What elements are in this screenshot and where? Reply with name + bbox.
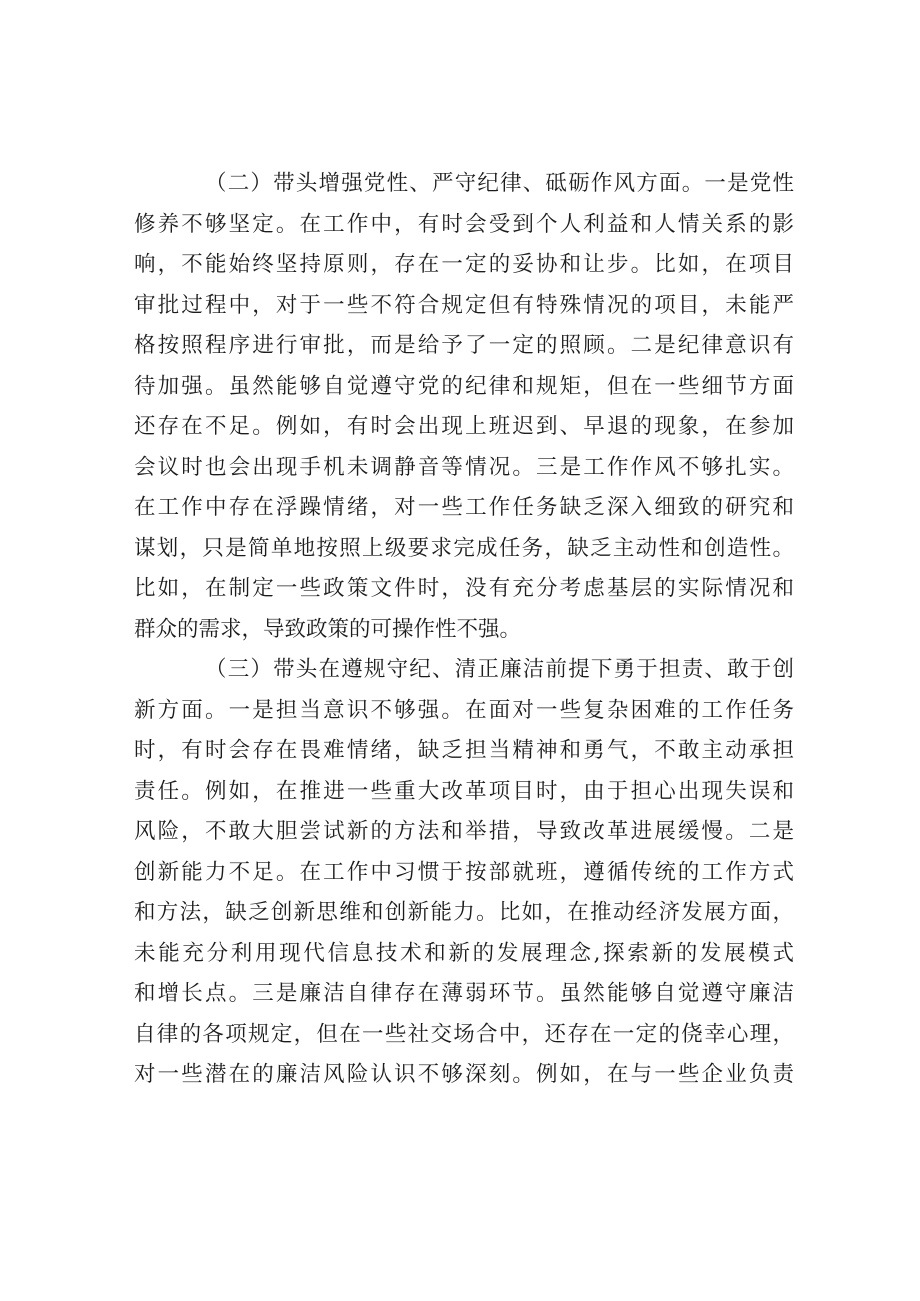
paragraph-line: 在工作中存在浮躁情绪，对一些工作任务缺乏深入细致的研究和 — [134, 495, 794, 520]
paragraph-section-three — [134, 650, 794, 1096]
paragraph-line: 未能充分利用现代信息技术和新的发展理念,探索新的发展模式 — [134, 940, 794, 966]
paragraph-line: 会议时也会出现手机未调静音等情况。三是工作作风不够扎实。 — [134, 454, 794, 480]
paragraph-line: 还存在不足。例如，有时会出现上班迟到、早退的现象，在参加 — [134, 414, 794, 439]
paragraph-line: 响，不能始终坚持原则，存在一定的妥协和让步。比如，在项目 — [134, 252, 794, 277]
paragraph-line: （三）带头在遵规守纪、清正廉洁前提下勇于担责、敢于创 — [205, 657, 794, 682]
paragraph-line: 自律的各项规定，但在一些社交场合中，还存在一定的侥幸心理， — [134, 1021, 794, 1047]
paragraph-line: 创新能力不足。在工作中习惯于按部就班，遵循传统的工作方式 — [134, 859, 794, 885]
paragraph-line: （二）带头增强党性、严守纪律、砥砺作风方面。一是党性 — [205, 171, 794, 196]
paragraph-line: 对一些潜在的廉洁风险认识不够深刻。例如，在与一些企业负责 — [134, 1062, 794, 1087]
document-body — [134, 164, 794, 1096]
paragraph-line: 和方法，缺乏创新思维和创新能力。比如，在推动经济发展方面， — [134, 900, 794, 925]
paragraph-line: 群众的需求，导致政策的可操作性不强。 — [134, 616, 522, 642]
paragraph-line: 风险，不敢大胆尝试新的方法和举措，导致改革进展缓慢。二是 — [134, 819, 794, 844]
paragraph-section-two — [134, 164, 794, 650]
paragraph-line: 比如，在制定一些政策文件时，没有充分考虑基层的实际情况和 — [134, 576, 794, 601]
paragraph-line: 谋划，只是简单地按照上级要求完成任务，缺乏主动性和创造性。 — [134, 535, 794, 561]
paragraph-line: 审批过程中，对于一些不符合规定但有特殊情况的项目，未能严 — [134, 292, 794, 318]
paragraph-line: 修养不够坚定。在工作中，有时会受到个人利益和人情关系的影 — [134, 211, 794, 237]
paragraph-line: 格按照程序进行审批，而是给予了一定的照顾。二是纪律意识有 — [134, 333, 794, 358]
paragraph-line: 时，有时会存在畏难情绪，缺乏担当精神和勇气，不敢主动承担 — [134, 738, 794, 763]
paragraph-line: 和增长点。三是廉洁自律存在薄弱环节。虽然能够自觉遵守廉洁 — [134, 981, 794, 1006]
paragraph-line: 新方面。一是担当意识不够强。在面对一些复杂困难的工作任务 — [134, 697, 794, 723]
paragraph-line: 责任。例如，在推进一些重大改革项目时，由于担心出现失误和 — [134, 778, 794, 804]
paragraph-line: 待加强。虽然能够自觉遵守党的纪律和规矩，但在一些细节方面 — [134, 373, 794, 399]
